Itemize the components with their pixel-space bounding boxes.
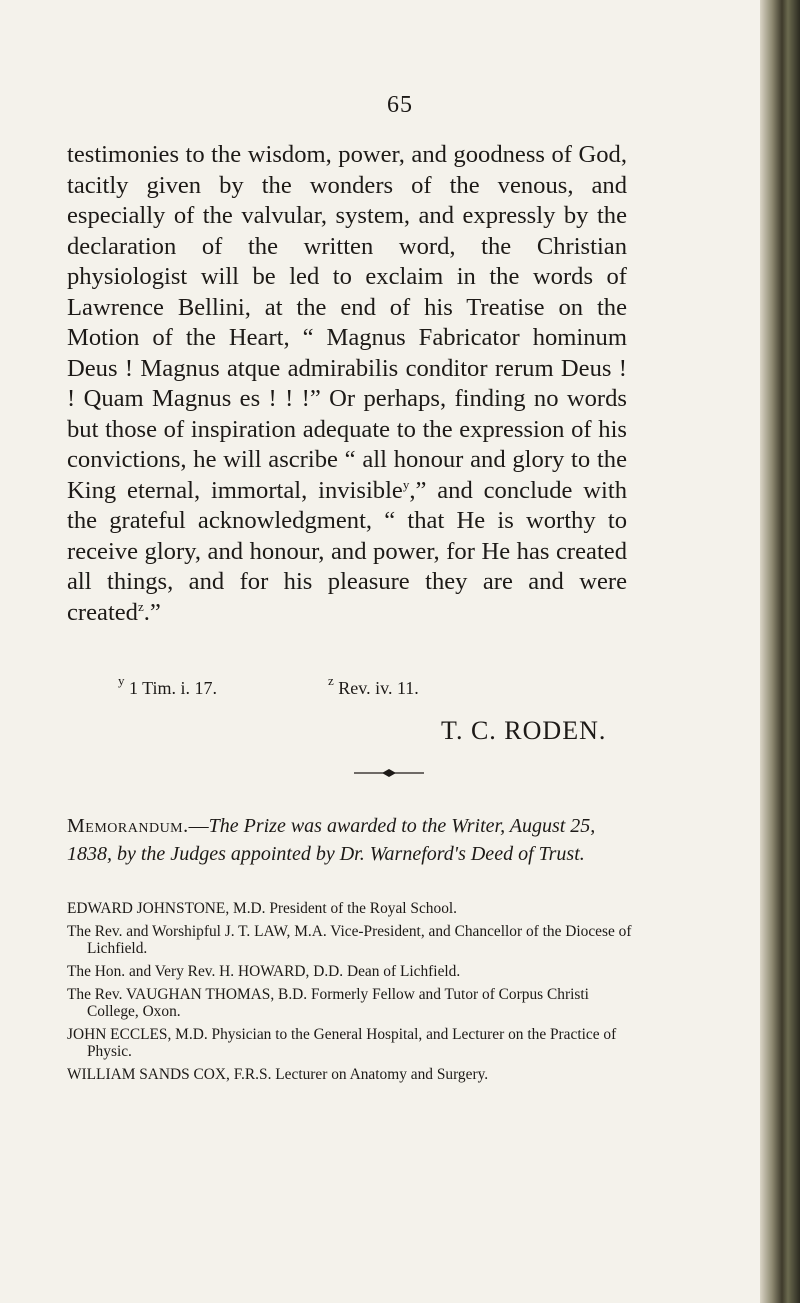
author-signature: T. C. RODEN. — [441, 716, 607, 745]
ornamental-divider — [352, 768, 426, 778]
judge-entry: JOHN ECCLES, M.D. Physician to the General Hospital, and Lecturer on the Practice of Physic. — [67, 1026, 617, 1060]
footnote-z-marker: z — [328, 673, 334, 688]
judge-entry: WILLIAM SANDS COX, F.R.S. Lecturer on Anatomy and Surgery. — [67, 1066, 489, 1083]
footnote-y-marker: y — [118, 673, 125, 688]
memorandum-text: The Prize was awarded to the Writer, August 25, 1838, by the Judges appointed by Dr. Warneford's Deed of Trust. — [67, 815, 596, 865]
memorandum — [67, 812, 627, 868]
page-number: 65 — [387, 92, 413, 118]
judge-entry: The Rev. and Worshipful J. T. LAW, M.A. Vice-President, and Chancellor of the Diocese of Lichfield. — [67, 923, 632, 957]
memorandum-dash: — — [188, 815, 209, 837]
paragraph-text-part2: ,” and conclude with the grateful acknowledgment, “ that He is worthy to receive glory, and honour, and power, for He has created all things, and for his pleasure they are and were created — [67, 476, 627, 626]
memorandum-lead: Memorandum. — [67, 815, 189, 837]
footnote-ref-z: z — [137, 598, 144, 614]
footnote-z-text: Rev. iv. 11. — [338, 678, 419, 698]
footnote-y-text: 1 Tim. i. 17. — [129, 678, 218, 698]
paragraph-text-end: .” — [143, 598, 161, 626]
judge-entry: EDWARD JOHNSTONE, M.D. President of the Royal School. — [67, 900, 458, 917]
paragraph-text-part1: testimonies to the wisdom, power, and goodness of God, tacitly given by the wonders of the venous, and especially of the valvular, system, and expressly by the declaration of the written word, the Christian physiologist will be led to exclaim in the words of Lawrence Bellini, at the end of his Treatise on the Motion of the Heart, “ Magnus Fabricator hominum Deus ! Magnus atque admirabilis conditor rerum Deus ! ! Quam Magnus es ! ! !” Or perhaps, finding no words but those of inspiration adequate to the expression of his convictions, he will ascribe “ all honour and glory to the King eternal, immortal, invisible — [67, 141, 627, 504]
book-spine-edge — [760, 0, 800, 1303]
footnotes — [118, 673, 618, 699]
footnote-ref-y: y — [402, 476, 410, 492]
judge-entry: The Rev. VAUGHAN THOMAS, B.D. Formerly Fellow and Tutor of Corpus Christi College, Oxon. — [67, 986, 589, 1020]
judges-list — [67, 900, 632, 1089]
main-paragraph — [67, 140, 627, 628]
judge-entry: The Hon. and Very Rev. H. HOWARD, D.D. Dean of Lichfield. — [67, 963, 461, 980]
footnote-z — [328, 673, 419, 699]
footnote-y — [118, 673, 218, 698]
